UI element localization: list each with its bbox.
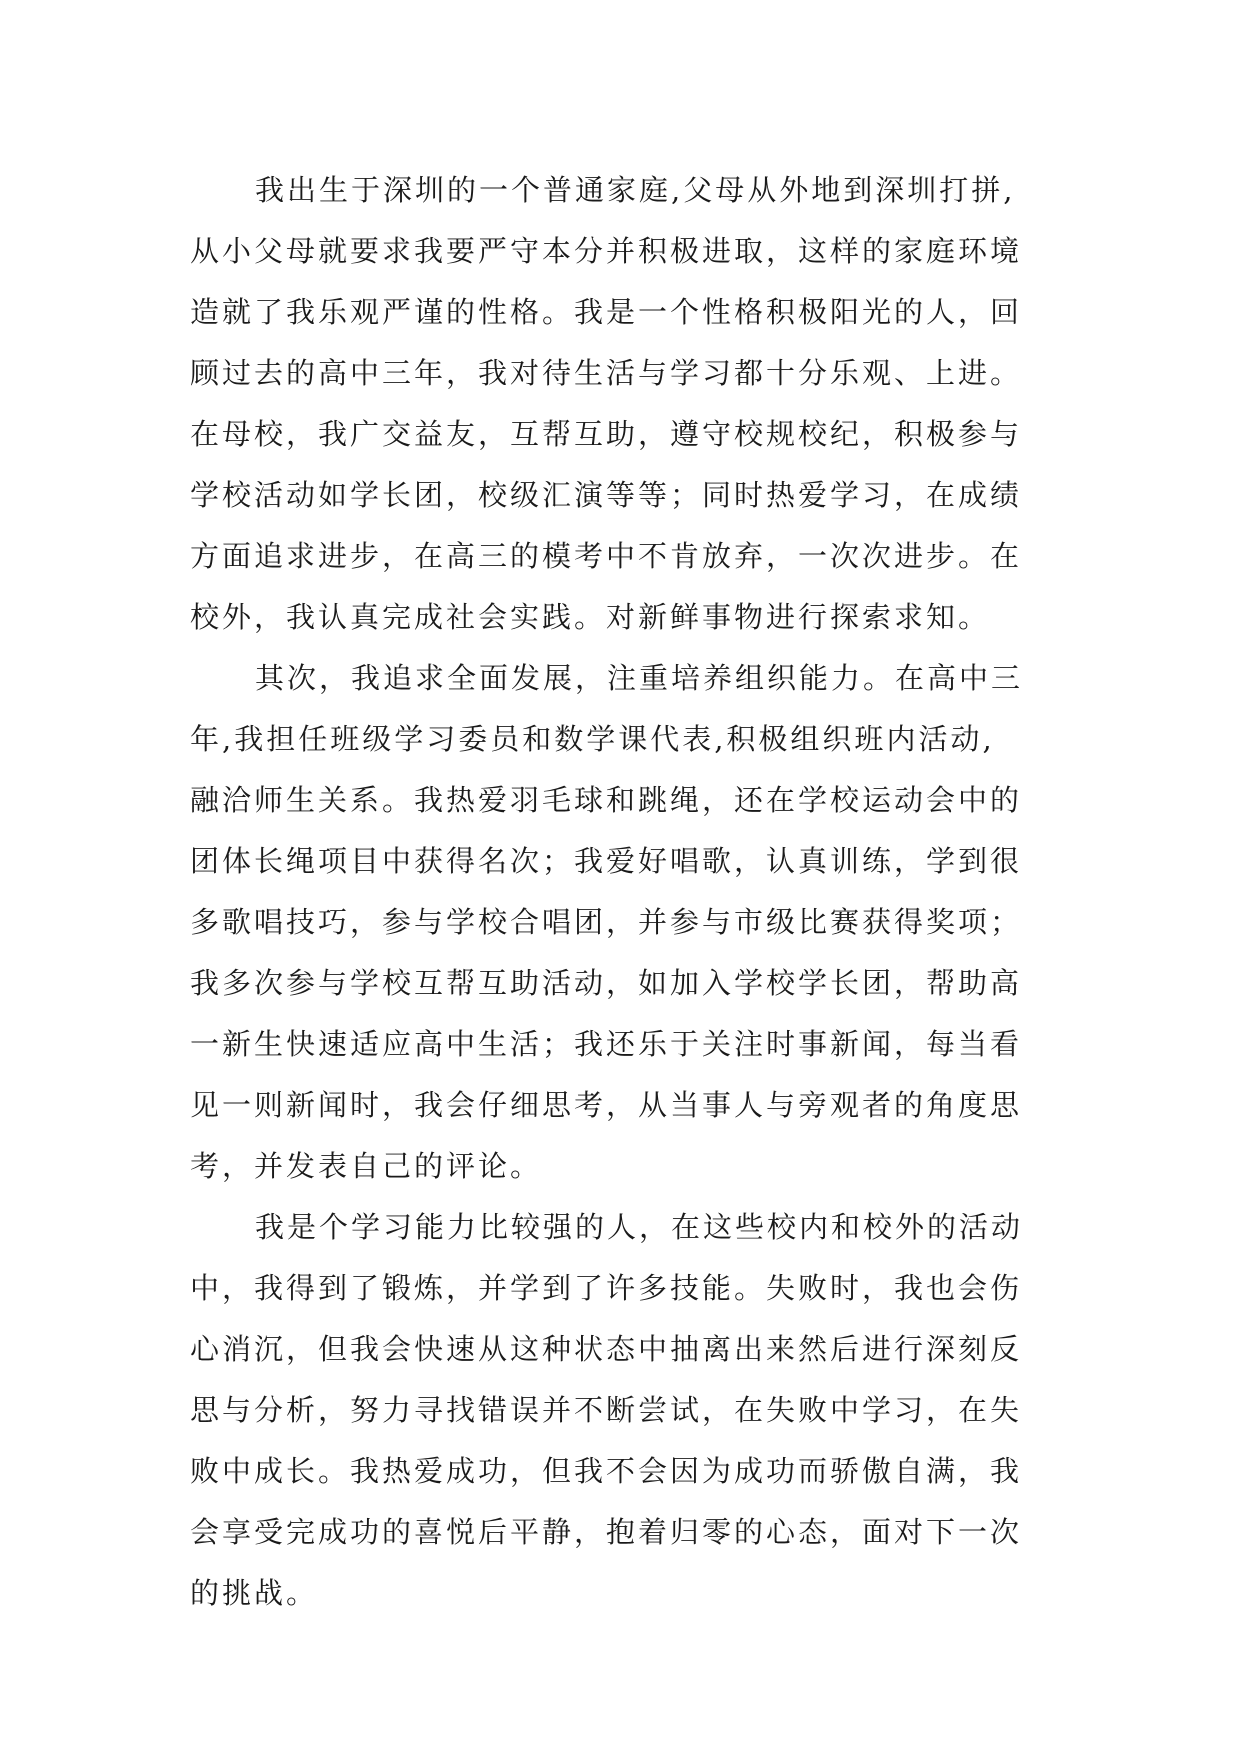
text-line: 心消沉，但我会快速从这种状态中抽离出来然后进行深刻反 [190,1332,1023,1366]
text-line: 一新生快速适应高中生活；我还乐于关注时事新闻，每当看 [190,1027,1023,1061]
text-line: 会享受完成功的喜悦后平静，抱着归零的心态，面对下一次 [190,1515,1023,1549]
text-line: 团体长绳项目中获得名次；我爱好唱歌，认真训练，学到很 [190,844,1023,878]
text-line: 见一则新闻时，我会仔细思考，从当事人与旁观者的角度思 [190,1088,1023,1122]
text-line: 败中成长。我热爱成功，但我不会因为成功而骄傲自满，我 [190,1454,1023,1488]
text-line: 多歌唱技巧，参与学校合唱团，并参与市级比赛获得奖项； [190,905,1023,939]
text-line: 融洽师生关系。我热爱羽毛球和跳绳，还在学校运动会中的 [190,783,1023,817]
body-text [190,160,1070,1624]
text-line: 造就了我乐观严谨的性格。我是一个性格积极阳光的人，回 [190,295,1023,329]
text-line: 中，我得到了锻炼，并学到了许多技能。失败时，我也会伤 [190,1271,1023,1305]
text-line: 的挑战。 [190,1576,319,1610]
text-line: 方面追求进步，在高三的模考中不肯放弃，一次次进步。在 [190,539,1023,573]
text-line: 从小父母就要求我要严守本分并积极进取，这样的家庭环境 [190,234,1023,268]
text-line: 校外，我认真完成社会实践。对新鲜事物进行探索求知。 [190,600,991,634]
text-line: 年,我担任班级学习委员和数学课代表,积极组织班内活动, [190,722,995,756]
text-line: 我是个学习能力比较强的人，在这些校内和校外的活动 [255,1210,1024,1244]
text-line: 考，并发表自己的评论。 [190,1149,543,1183]
text-line: 顾过去的高中三年，我对待生活与学习都十分乐观、上进。 [190,356,1023,390]
text-line: 学校活动如学长团，校级汇演等等；同时热爱学习，在成绩 [190,478,1023,512]
text-line: 我多次参与学校互帮互助活动，如加入学校学长团，帮助高 [190,966,1023,1000]
text-line: 在母校，我广交益友，互帮互助，遵守校规校纪，积极参与 [190,417,1023,451]
text-line: 我出生于深圳的一个普通家庭,父母从外地到深圳打拼, [255,173,1016,207]
text-line: 思与分析，努力寻找错误并不断尝试，在失败中学习，在失 [190,1393,1023,1427]
text-line: 其次，我追求全面发展，注重培养组织能力。在高中三 [255,661,1024,695]
